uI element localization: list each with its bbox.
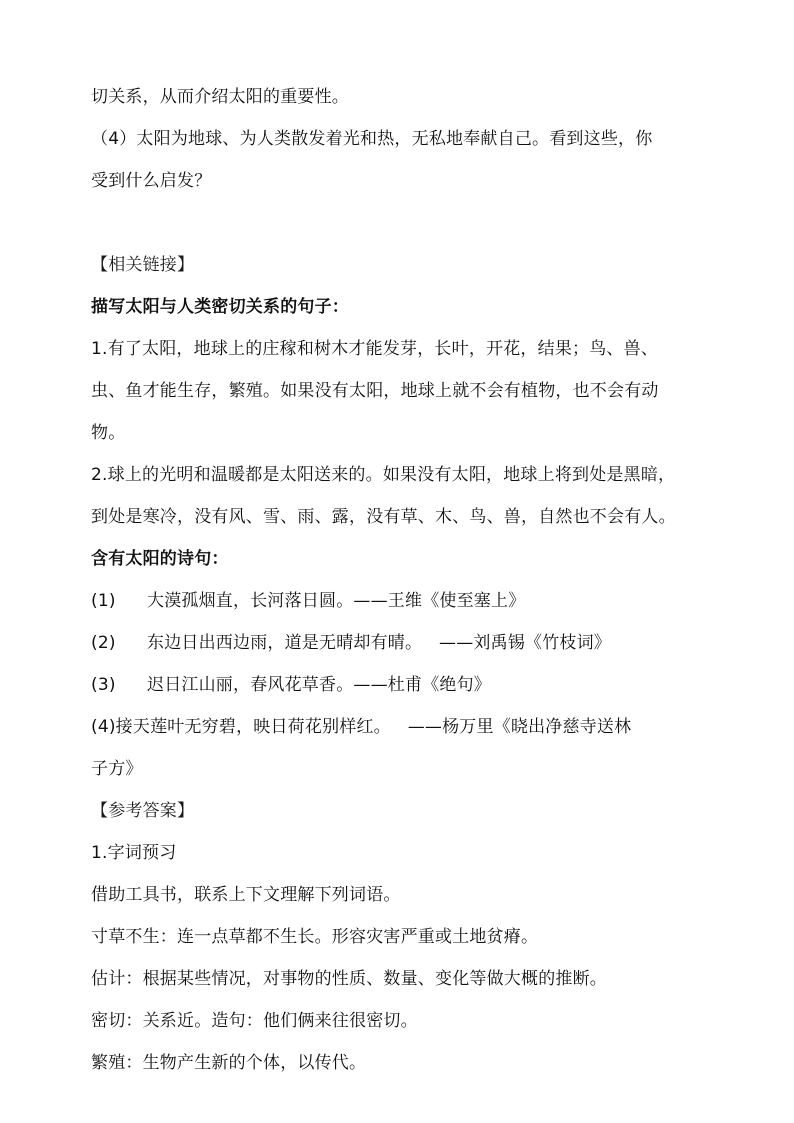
- text-line: 受到什么启发？: [91, 171, 212, 191]
- related-links-heading: 【相关链接】: [91, 255, 195, 275]
- answer-line: 密切：关系近。造句：他们俩来往很密切。: [91, 1011, 418, 1031]
- text-line: （4）太阳为地球、为人类散发着光和热，无私地奉献自己。看到这些，你: [91, 129, 653, 149]
- sentence-line: 2.球上的光明和温暖都是太阳送来的。如果没有太阳，地球上将到处是黑暗，: [91, 465, 676, 485]
- poem-text: 迟日江山丽，春风花草香。——杜甫《绝句》: [147, 675, 491, 695]
- poem-text: 东边日出西边雨，道是无晴却有晴。 ——刘禹锡《竹枝词》: [147, 633, 612, 653]
- poem-item: (4)接天莲叶无穷碧，映日荷花别样红。 ——杨万里《晓出净慈寺送林: [91, 717, 632, 737]
- text-line: 切关系，从而介绍太阳的重要性。: [91, 87, 349, 107]
- answer-line: 寸草不生：连一点草都不生长。形容灾害严重或土地贫瘠。: [91, 927, 539, 947]
- answer-line: 借助工具书，联系上下文理解下列词语。: [91, 885, 401, 905]
- poem-item: [91, 632, 611, 654]
- sentence-line: 虫、鱼才能生存，繁殖。如果没有太阳，地球上就不会有植物，也不会有动: [91, 381, 659, 401]
- answer-line: 繁殖：生物产生新的个体，以传代。: [91, 1053, 367, 1073]
- poem-number: (3): [91, 675, 116, 695]
- sentence-line: 1.有了太阳，地球上的庄稼和树木才能发芽，长叶，开花，结果；鸟、兽、: [91, 339, 659, 359]
- sentence-line: 物。: [91, 423, 126, 443]
- answer-line: 估计：根据某些情况，对事物的性质、数量、变化等做大概的推断。: [91, 969, 607, 989]
- poem-number: (1): [91, 591, 116, 611]
- poem-text: 大漠孤烟直，长河落日圆。——王维《使至塞上》: [147, 591, 526, 611]
- poem-item: [91, 590, 525, 612]
- poem-item: [91, 674, 491, 696]
- poem-number: (2): [91, 633, 116, 653]
- document-page: [91, 0, 711, 1123]
- poems-subheading: 含有太阳的诗句：: [91, 549, 229, 569]
- answer-line: 1.字词预习: [91, 843, 177, 863]
- sentence-line: 到处是寒冷，没有风、雪、雨、露，没有草、木、鸟、兽，自然也不会有人。: [91, 507, 676, 527]
- answers-heading: 【参考答案】: [91, 801, 195, 821]
- sentences-subheading: 描写太阳与人类密切关系的句子：: [91, 297, 349, 317]
- poem-item-continued: 子方》: [91, 759, 143, 779]
